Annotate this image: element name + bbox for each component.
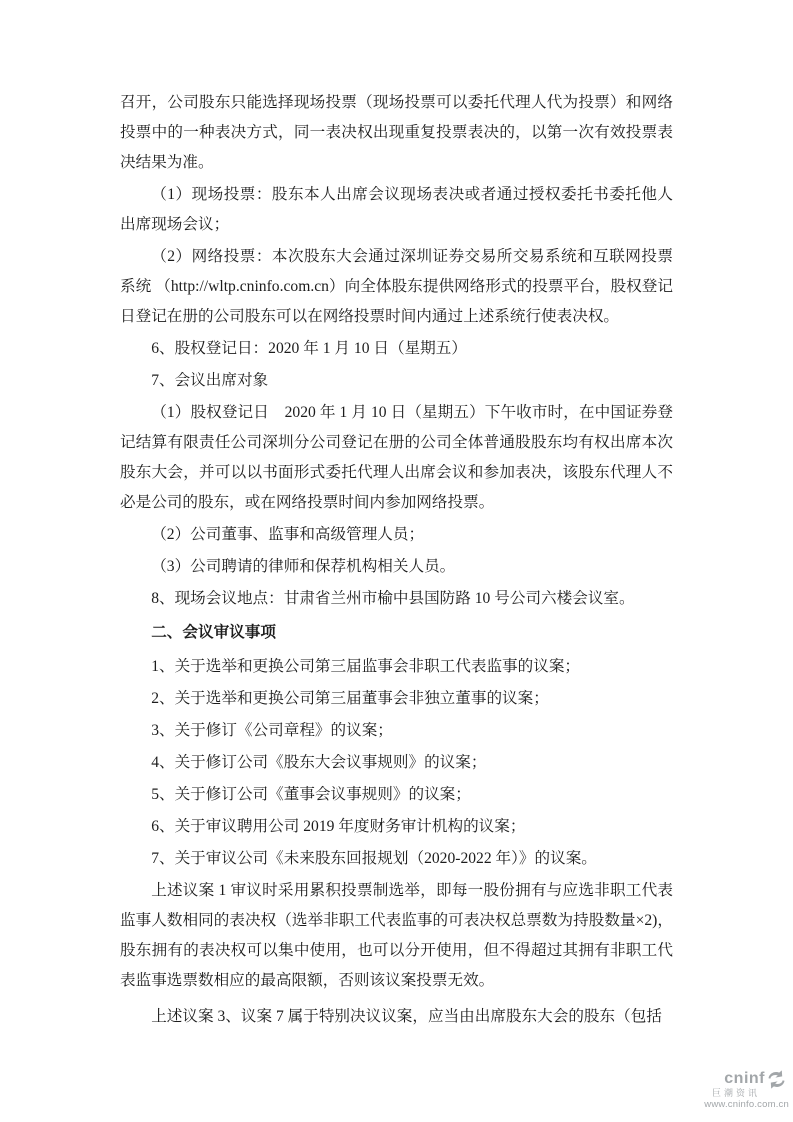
paragraph-attendee-advisors: （3）公司聘请的律师和保荐机构相关人员。: [151, 558, 456, 575]
paragraph-attendees-heading: 7、会议出席对象: [151, 372, 269, 389]
section-heading-review-items: 二、会议审议事项: [151, 624, 276, 641]
paragraph-special-resolution: 上述议案 3、议案 7 属于特别决议议案，应当由出席股东大会的股东（包括: [151, 1008, 662, 1025]
paragraph-attendee-directors: （2）公司董事、监事和高级管理人员；: [151, 526, 425, 543]
cninfo-swirl-icon: [766, 1070, 787, 1089]
paragraph-intro-continuation: 召开，公司股东只能选择现场投票（现场投票可以委托代理人代为投票）和网络投票中的一种表决方式，同一表决权出现重复投票表决的，以第一次有效投票表决结果为准。: [120, 94, 673, 171]
proposal-item-2: 2、关于选举和更换公司第三届董事会非独立董事的议案；: [151, 690, 549, 707]
proposal-item-1: 1、关于选举和更换公司第三届监事会非职工代表监事的议案；: [151, 658, 581, 675]
cninfo-logo: [703, 1070, 789, 1110]
proposal-item-3: 3、关于修订《公司章程》的议案；: [151, 722, 393, 739]
proposal-item-4: 4、关于修订公司《股东大会议事规则》的议案；: [151, 754, 487, 771]
cninfo-logo-text: cninf: [724, 1070, 765, 1088]
cninfo-logo-row: [703, 1070, 789, 1089]
paragraph-venue: 8、现场会议地点：甘肃省兰州市榆中县国防路 10 号公司六楼会议室。: [151, 590, 635, 607]
proposal-item-5: 5、关于修订公司《董事会议事规则》的议案；: [151, 786, 471, 803]
paragraph-online-voting: （2）网络投票：本次股东大会通过深圳证券交易所交易系统和互联网投票系统 （http://wltp.cninfo.com.cn）向全体股东提供网络形式的投票平台，股权登记日登记在册的公司股东可以在网络投票时间内通过上述系统行使表决权。: [120, 248, 673, 325]
paragraph-record-date: 6、股权登记日：2020 年 1 月 10 日（星期五）: [151, 340, 467, 357]
cninfo-logo-url: www.cninfo.com.cn: [704, 1098, 789, 1110]
proposal-item-6: 6、关于审议聘用公司 2019 年度财务审计机构的议案；: [151, 818, 526, 835]
paragraph-attendee-shareholders: （1）股权登记日 2020 年 1 月 10 日（星期五）下午收市时，在中国证券登记结算有限责任公司深圳分公司登记在册的公司全体普通股股东均有权出席本次股东大会，并可以以书面形式委托代理人出席会议和参加表决，该股东代理人不必是公司的股东，或在网络投票时间内参加网络投票。: [120, 404, 673, 511]
proposal-item-7: 7、关于审议公司《未来股东回报规划（2020-2022 年）》的议案。: [151, 850, 597, 867]
paragraph-cumulative-voting: 上述议案 1 审议时采用累积投票制选举，即每一股份拥有与应选非职工代表监事人数相同的表决权（选举非职工代表监事的可表决权总票数为持股数量×2)，股东拥有的表决权可以集中使用，也可以分开使用，但不得超过其拥有非职工代表监事选票数相应的最高限额，否则该议案投票无效。: [120, 882, 673, 989]
paragraph-onsite-voting: （1）现场投票：股东本人出席会议现场表决或者通过授权委托书委托他人出席现场会议；: [120, 186, 673, 233]
document-body: [120, 88, 673, 1034]
cninfo-logo-chinese-name: 巨潮资讯: [711, 1087, 760, 1098]
